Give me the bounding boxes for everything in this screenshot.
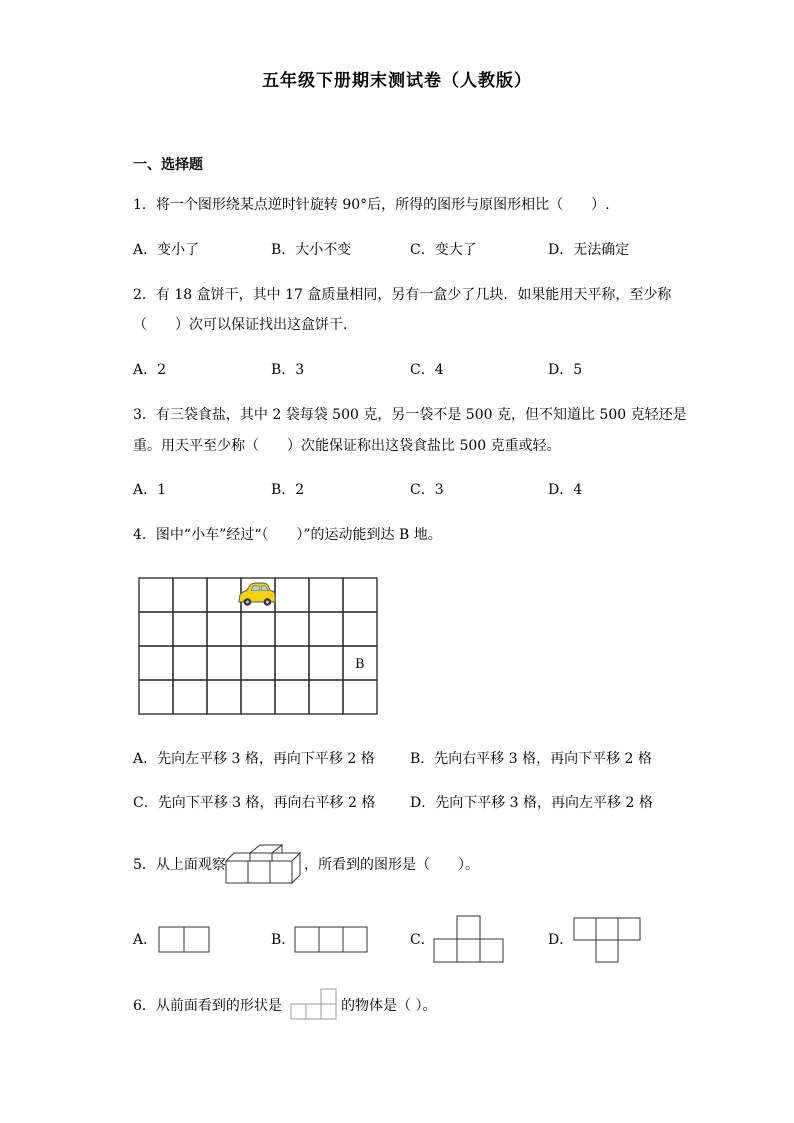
grid-cell (173, 680, 207, 714)
q5-option-b-figure[interactable] (294, 926, 368, 954)
q5-option-c-label[interactable]: C． (410, 932, 435, 948)
grid-cell (309, 646, 343, 680)
question-1-text: 1．将一个图形绕某点逆时针旋转 90°后，所得的图形与原图形相比（ ）. (133, 197, 610, 213)
question-5-prefix: 5．从上面观察 (133, 857, 226, 873)
q1-option-d[interactable]: D．无法确定 (548, 242, 630, 258)
q5-option-d-figure[interactable] (573, 917, 643, 964)
q4-option-c[interactable]: C．先向下平移 3 格，再向右平移 2 格 (133, 795, 376, 811)
grid-cell (139, 680, 173, 714)
q5-option-d-label[interactable]: D． (548, 932, 574, 948)
grid-cell (309, 578, 343, 612)
q4-option-a[interactable]: A．先向左平移 3 格，再向下平移 2 格 (133, 751, 375, 767)
grid-cell (241, 612, 275, 646)
section-heading: 一、选择题 (133, 157, 203, 173)
movement-grid (138, 577, 380, 717)
q3-option-d[interactable]: D．4 (548, 482, 583, 498)
grid-cell (241, 646, 275, 680)
grid-cell (207, 612, 241, 646)
q5-option-c-figure[interactable] (433, 915, 505, 963)
q5-option-b-label[interactable]: B． (271, 932, 296, 948)
page-title: 五年级下册期末测试卷（人教版） (262, 71, 532, 91)
q2-option-b[interactable]: B．3 (271, 362, 305, 378)
grid-cell (173, 578, 207, 612)
grid-cell (275, 612, 309, 646)
q2-option-c[interactable]: C．4 (410, 362, 444, 378)
q3-option-a[interactable]: A．1 (133, 482, 167, 498)
question-2-line-1: 2．有 18 盒饼干，其中 17 盒质量相同，另有一盒少了几块．如果能用天平称，至少称 (133, 287, 672, 303)
q1-option-b[interactable]: B．大小不变 (271, 242, 352, 258)
grid-cell (343, 612, 377, 646)
grid-cell (275, 646, 309, 680)
car-icon (239, 583, 275, 606)
q5-option-a-label[interactable]: A． (133, 932, 158, 948)
question-6-suffix: 的物体是（ ）。 (341, 998, 437, 1014)
grid-cell (343, 680, 377, 714)
question-3-line-2: 重。用天平至少称（ ）次能保证称出这袋食盐比 500 克重或轻。 (133, 438, 561, 454)
grid-cell (207, 646, 241, 680)
grid-cell (309, 612, 343, 646)
question-4-text: 4．图中“小车”经过“（ ）”的运动能到达 B 地。 (133, 527, 442, 543)
q3-option-c[interactable]: C．3 (410, 482, 444, 498)
q3-option-b[interactable]: B．2 (271, 482, 305, 498)
grid-cell (275, 680, 309, 714)
q4-option-d[interactable]: D．先向下平移 3 格，再向左平移 2 格 (410, 795, 653, 811)
q1-option-a[interactable]: A．变小了 (133, 242, 200, 258)
question-2-line-2: （ ）次可以保证找出这盒饼干． (133, 317, 357, 333)
grid-cell (343, 578, 377, 612)
grid-cell (241, 680, 275, 714)
grid-cell (139, 578, 173, 612)
q2-option-d[interactable]: D．5 (548, 362, 583, 378)
question-6-prefix: 6．从前面看到的形状是 (133, 998, 282, 1014)
q6-front-view-figure (289, 987, 339, 1021)
grid-cell (207, 680, 241, 714)
q5-solid-figure (224, 843, 304, 885)
grid-cell (207, 578, 241, 612)
question-5-suffix: ，所看到的图形是（ ）。 (304, 857, 479, 873)
grid-cell (275, 578, 309, 612)
q1-option-c[interactable]: C．变大了 (410, 242, 477, 258)
q2-option-a[interactable]: A．2 (133, 362, 167, 378)
question-3-line-1: 3．有三袋食盐，其中 2 袋每袋 500 克，另一袋不是 500 克，但不知道比 500 克轻还是 (133, 407, 687, 423)
grid-cell (309, 680, 343, 714)
grid-cell (139, 646, 173, 680)
grid-cell (139, 612, 173, 646)
q5-option-a-figure[interactable] (158, 926, 210, 954)
grid-cell (173, 612, 207, 646)
q4-option-b[interactable]: B．先向右平移 3 格，再向下平移 2 格 (410, 751, 652, 767)
grid-cell (173, 646, 207, 680)
point-b-label: B (355, 657, 365, 672)
